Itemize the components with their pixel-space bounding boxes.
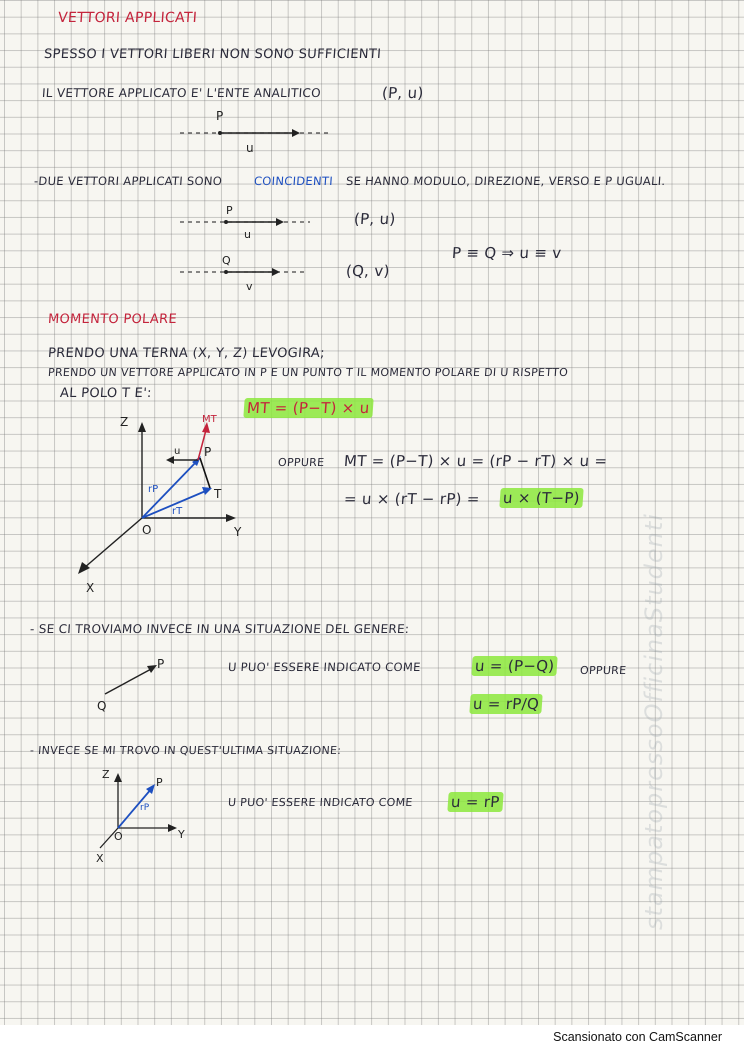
svg-text:O: O (114, 830, 123, 843)
formula-momento-polare: MT = (P−T) × u (243, 398, 373, 418)
pair-q-v: (Q, v) (345, 262, 391, 280)
text-line-1: SPESSO I VETTORI LIBERI NON SONO SUFFICIENTI (43, 47, 382, 62)
text-line-11: U PUO' ESSERE INDICATO COME (227, 796, 414, 809)
svg-text:O: O (142, 523, 152, 537)
arrowhead-icon (138, 422, 146, 432)
text-line-6: AL POLO T E': (59, 386, 153, 401)
svg-text:P: P (226, 204, 233, 217)
label-p: P (216, 109, 224, 123)
text-line-4: PRENDO UNA TERNA (X, Y, Z) LEVOGIRA; (47, 346, 326, 361)
arrowhead-icon (168, 824, 177, 832)
arrowhead-icon (272, 268, 280, 276)
text-line-3a: -DUE VETTORI APPLICATI SONO (33, 174, 223, 188)
svg-text:rT: rT (172, 506, 183, 517)
section-title-momento-polare: MOMENTO POLARE (47, 312, 178, 327)
svg-text:Z: Z (102, 768, 110, 781)
watermark: stampatopressoOfficinaStudenti (640, 513, 668, 930)
svg-text:u: u (244, 228, 251, 241)
reference-frame-diagram-small (92, 768, 192, 863)
formula-line-2b: u × (T−P) (499, 488, 583, 508)
arrowhead-icon (147, 665, 157, 673)
application-point (218, 131, 222, 135)
arrowhead-icon (166, 456, 174, 464)
applied-vector-figure-1 (180, 108, 340, 158)
svg-text:T: T (214, 487, 222, 501)
equivalence-formula: P ≡ Q ⇒ u ≡ v (451, 244, 563, 262)
keyword-coincidenti: COINCIDENTI (253, 174, 334, 188)
text-line-2: IL VETTORE APPLICATO E' L'ENTE ANALITICO (41, 86, 322, 100)
arrowhead-icon (276, 218, 284, 226)
svg-text:X: X (86, 581, 95, 595)
svg-text:rP: rP (140, 803, 150, 813)
text-line-10: - INVECE SE MI TROVO IN QUEST'ULTIMA SITUAZIONE: (29, 744, 342, 757)
x-axis (84, 518, 142, 568)
text-line-5: PRENDO UN VETTORE APPLICATO IN P E UN PUNTO T IL MOMENTO POLARE DI U RISPETTO (47, 366, 569, 379)
pair-p-u: (P, u) (353, 210, 397, 228)
formula-u-p-q: u = (P−Q) (471, 656, 558, 676)
formula-u-rp: u = rP (447, 792, 503, 812)
formula-u-rpq: u = rP/Q (469, 694, 542, 714)
label-u: u (246, 141, 254, 155)
scanner-footer: Scansionato con CamScanner (553, 1030, 722, 1044)
reference-frame-diagram (70, 410, 270, 595)
formula-line-1: MT = (P−T) × u = (rP − rT) × u = (343, 452, 608, 470)
arrowhead-icon (226, 514, 236, 522)
text-line-7: - SE CI TROVIAMO INVECE IN UNA SITUAZIONE DEL GENERE: (29, 622, 410, 636)
svg-text:X: X (96, 852, 104, 865)
svg-text:P: P (157, 657, 165, 671)
svg-text:v: v (246, 280, 253, 293)
arrowhead-icon (292, 129, 300, 137)
text-line-8: U PUO' ESSERE INDICATO COME (227, 660, 422, 674)
svg-text:u: u (174, 446, 181, 457)
coincident-vectors-figure (180, 200, 320, 295)
formula-pair: (P, u) (381, 84, 425, 102)
svg-text:rP: rP (148, 484, 159, 495)
vector-p-t (200, 458, 210, 488)
svg-text:Q: Q (222, 254, 231, 267)
svg-text:P: P (204, 445, 212, 459)
oppure-label: OPPURE (277, 456, 325, 469)
arrowhead-icon (202, 487, 212, 495)
svg-text:Y: Y (234, 525, 242, 539)
oppure-label-2: OPPURE (579, 664, 627, 677)
arrowhead-icon (114, 773, 122, 782)
formula-line-2a: = u × (rT − rP) = (343, 490, 481, 508)
vector-pq-figure (95, 652, 175, 712)
svg-text:Z: Z (120, 415, 129, 429)
svg-text:Q: Q (97, 699, 107, 713)
svg-text:MT: MT (202, 414, 217, 425)
page-title: VETTORI APPLICATI (57, 10, 198, 26)
svg-text:P: P (156, 776, 163, 789)
text-line-3b: SE HANNO MODULO, DIREZIONE, VERSO E P UGUALI. (345, 174, 666, 188)
svg-text:Y: Y (178, 828, 185, 841)
